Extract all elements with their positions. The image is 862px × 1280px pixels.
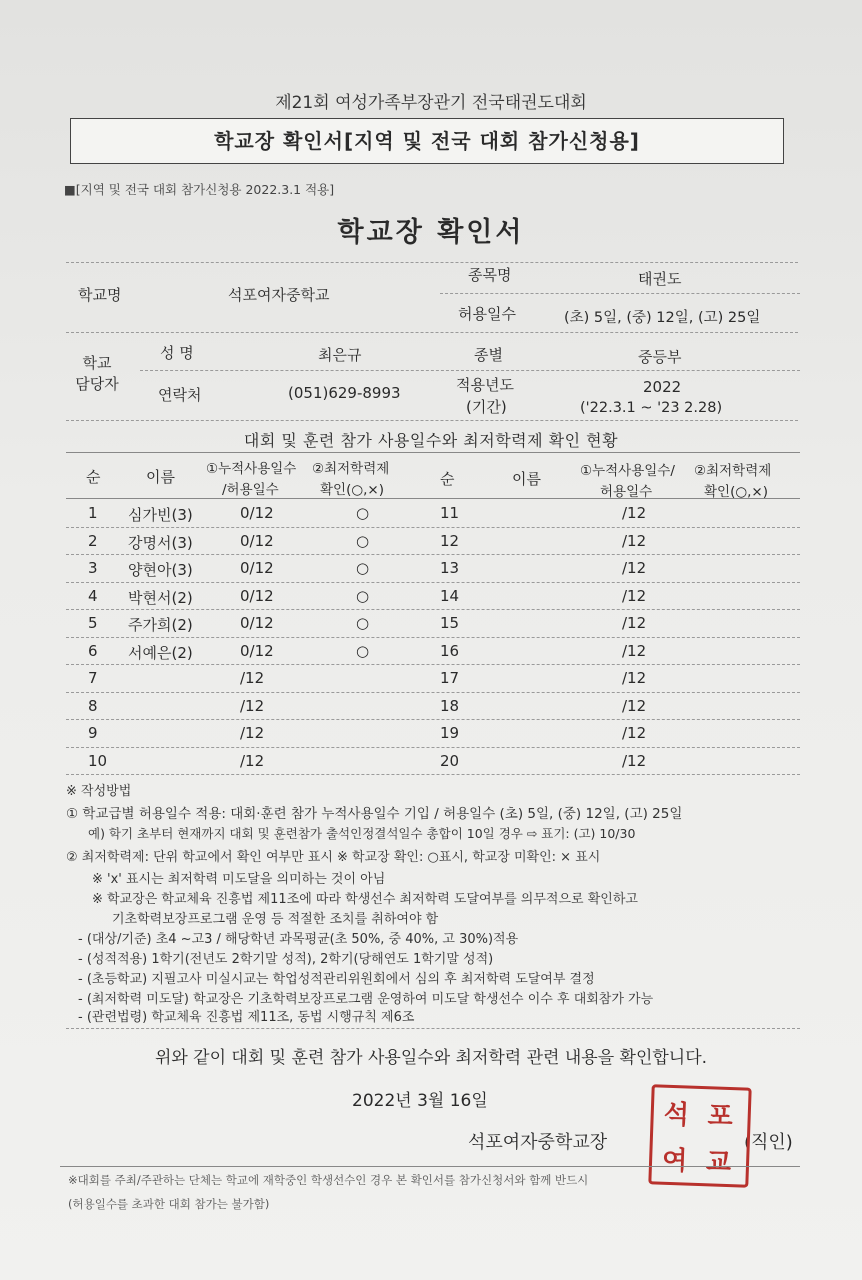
row-divider	[66, 774, 800, 775]
row-days-used-2: /12	[622, 586, 647, 605]
notes-heading: ※ 작성방법	[66, 784, 132, 799]
header-min2-2: 확인(○,×)	[704, 484, 768, 500]
seal-char: 교	[705, 1147, 732, 1179]
row-days-used-2: /12	[622, 669, 647, 687]
header-days-1: ①누적사용일수	[206, 461, 297, 477]
row-number: 4	[88, 586, 98, 605]
divider	[66, 262, 798, 263]
row-number: 6	[88, 641, 98, 660]
row-name: 박현서(2)	[128, 588, 193, 607]
divider	[66, 332, 798, 333]
event-heading: 제21회 여성가족부장관기 전국태권도대회	[275, 93, 587, 113]
row-min-check: ○	[356, 531, 370, 550]
row-days-used: 0/12	[240, 586, 274, 605]
row-number: 10	[88, 751, 108, 770]
row-number: 3	[88, 559, 98, 577]
divider	[140, 370, 800, 371]
table-title: 대회 및 훈련 참가 사용일수와 최저학력제 확인 현황	[243, 431, 619, 450]
note-4: ※ 'x' 표시는 최저학력 미도달을 의미하는 것이 아님	[92, 872, 386, 887]
header-no: 순	[86, 468, 101, 486]
row-number-2: 17	[440, 669, 460, 687]
table-top-rule	[66, 452, 800, 453]
manager-label-line1: 학교	[82, 354, 112, 372]
table-row	[70, 748, 800, 775]
row-min-check: ○	[356, 586, 370, 605]
name-label: 성 명	[160, 344, 194, 362]
table-row	[70, 500, 800, 527]
row-name: 주가희(2)	[128, 616, 193, 634]
row-number: 1	[88, 504, 98, 522]
row-name: 서예은(2)	[128, 643, 193, 662]
header-rule	[66, 498, 800, 499]
row-days-used: 0/12	[240, 614, 274, 632]
note-1: ① 학교급별 허용일수 적용: 대회·훈련 참가 누적사용일수 기입 / 허용일수 (초) 5일, (중) 12일, (고) 25일	[66, 806, 683, 822]
allowed-days-value: (초) 5일, (중) 12일, (고) 25일	[564, 310, 761, 326]
header-min2-1: ②최저학력제	[694, 463, 772, 479]
row-days-used: 0/12	[240, 559, 274, 577]
row-number-2: 19	[440, 724, 460, 742]
row-number: 5	[88, 614, 98, 632]
row-name: 심가빈(3)	[128, 506, 193, 524]
row-days-used-2: /12	[622, 531, 647, 550]
note-6: 기초학력보장프로그램 운영 등 적절한 조치를 취하여야 함	[112, 912, 439, 927]
row-days-used-2: /12	[622, 696, 647, 715]
seal-char: 석	[663, 1099, 690, 1131]
name-value: 최은규	[318, 346, 362, 364]
note-10: - (최저학력 미도달) 학교장은 기초학력보장프로그램 운영하여 미도달 학생선수 이수 후 대회참가 가능	[78, 992, 654, 1007]
sport-label: 종목명	[468, 266, 512, 284]
row-min-check: ○	[356, 559, 370, 577]
table-row	[70, 665, 800, 692]
row-number: 7	[88, 669, 98, 687]
period-value: ('22.3.1 ~ '23 2.28)	[580, 400, 723, 416]
row-number-2: 12	[440, 531, 460, 550]
divider	[66, 1028, 800, 1029]
header-days2-2: 허용일수	[600, 484, 653, 500]
note-8: - (성적적용) 1학기(전년도 2학기말 성적), 2학기(당해연도 1학기말 성적)	[78, 952, 494, 967]
header-min-1: ②최저학력제	[312, 461, 390, 477]
header-name: 이름	[146, 468, 175, 486]
note-3: ② 최저학력제: 단위 학교에서 확인 여부만 표시 ※ 학교장 확인: ○표시, 학교장 미확인: × 표시	[66, 850, 601, 865]
row-days-used-2: /12	[622, 614, 647, 632]
row-days-used-2: /12	[622, 641, 647, 660]
table-row	[70, 610, 800, 637]
footer-line-1: ※대회를 주최/주관하는 단체는 학교에 재학중인 학생선수인 경우 본 확인서를 참가신청서와 함께 반드시	[68, 1173, 589, 1187]
note-11: - (관련법령) 학교체육 진흥법 제11조, 동법 시행규칙 제6조	[78, 1010, 415, 1025]
table-row	[70, 693, 800, 720]
footer-line-2: (허용일수를 초과한 대회 참가는 불가함)	[68, 1197, 270, 1211]
row-number: 8	[88, 696, 98, 715]
row-days-used-2: /12	[622, 751, 647, 770]
row-min-check: ○	[356, 614, 370, 632]
allowed-days-label: 허용일수	[458, 305, 516, 323]
row-number-2: 15	[440, 614, 460, 632]
row-days-used: 0/12	[240, 531, 274, 550]
header-no-2: 순	[440, 470, 455, 488]
official-seal-stamp	[648, 1084, 751, 1187]
school-label: 학교명	[78, 286, 122, 304]
row-number: 2	[88, 531, 98, 550]
note-9: - (초등학교) 지필고사 미실시교는 학업성적관리위원회에서 심의 후 최저학력 도달여부 결정	[78, 972, 595, 987]
table-row	[70, 555, 800, 582]
signer-name: 석포여자중학교장	[468, 1132, 608, 1153]
confirmation-statement: 위와 같이 대회 및 훈련 참가 사용일수와 최저학력 관련 내용을 확인합니다.	[154, 1048, 708, 1068]
header-days2-1: ①누적사용일수/	[580, 463, 675, 479]
row-number-2: 13	[440, 559, 460, 577]
row-days-used: 0/12	[240, 641, 274, 660]
form-title-box: 학교장 확인서[지역 및 전국 대회 참가신청용]	[70, 118, 784, 164]
note-2: 예) 학기 초부터 현재까지 대회 및 훈련참가 출석인정결석일수 총합이 10일 경우 ⇨ 표기: (고) 10/30	[88, 826, 636, 841]
row-days-used: /12	[240, 669, 265, 687]
row-days-used-2: /12	[622, 504, 647, 522]
year-value: 2022	[643, 378, 682, 396]
divider	[66, 420, 798, 421]
signer-suffix: (직인)	[744, 1132, 793, 1153]
row-number-2: 16	[440, 641, 460, 660]
year-label: 적용년도	[456, 376, 514, 394]
row-number-2: 14	[440, 586, 460, 605]
manager-label-line2: 담당자	[75, 375, 119, 393]
row-days-used: /12	[240, 696, 265, 715]
year-label-2: (기간)	[466, 398, 507, 416]
division-label: 종별	[474, 346, 503, 364]
table-row	[70, 720, 800, 747]
row-number: 9	[88, 724, 98, 742]
seal-char: 여	[661, 1145, 688, 1177]
row-min-check: ○	[356, 641, 370, 660]
document-title: 학교장 확인서	[337, 217, 525, 248]
header-min-2: 확인(○,×)	[320, 482, 384, 498]
table-row	[70, 583, 800, 610]
contact-value: (051)629-8993	[288, 384, 401, 402]
note-7: - (대상/기준) 초4 ~고3 / 해당학년 과목평균(초 50%, 중 40%, 고 30%)적용	[78, 932, 519, 947]
row-name: 양현아(3)	[128, 561, 193, 579]
school-value: 석포여자중학교	[228, 286, 330, 304]
seal-char: 포	[707, 1101, 734, 1133]
contact-label: 연락처	[158, 386, 202, 404]
regulation-note: ■[지역 및 전국 대회 참가신청용 2022.3.1 적용]	[64, 182, 335, 197]
division-value: 중등부	[638, 348, 682, 366]
row-name: 강명서(3)	[128, 533, 193, 552]
table-row	[70, 638, 800, 665]
row-days-used-2: /12	[622, 724, 647, 742]
row-number-2: 11	[440, 504, 460, 522]
manager-label	[72, 352, 122, 394]
row-days-used-2: /12	[622, 559, 647, 577]
header-days-2: /허용일수	[222, 482, 279, 498]
header-name-2: 이름	[512, 470, 541, 488]
table-row	[70, 528, 800, 555]
row-number-2: 20	[440, 751, 460, 770]
sport-value: 태권도	[638, 270, 682, 288]
row-min-check: ○	[356, 504, 370, 522]
note-5: ※ 학교장은 학교체육 진흥법 제11조에 따라 학생선수 최저학력 도달여부를 의무적으로 확인하고	[92, 892, 638, 907]
row-days-used: 0/12	[240, 504, 274, 522]
divider	[440, 293, 800, 294]
footer-rule	[60, 1166, 800, 1167]
row-number-2: 18	[440, 696, 460, 715]
row-days-used: /12	[240, 724, 265, 742]
row-days-used: /12	[240, 751, 265, 770]
confirmation-date: 2022년 3월 16일	[352, 1091, 488, 1111]
